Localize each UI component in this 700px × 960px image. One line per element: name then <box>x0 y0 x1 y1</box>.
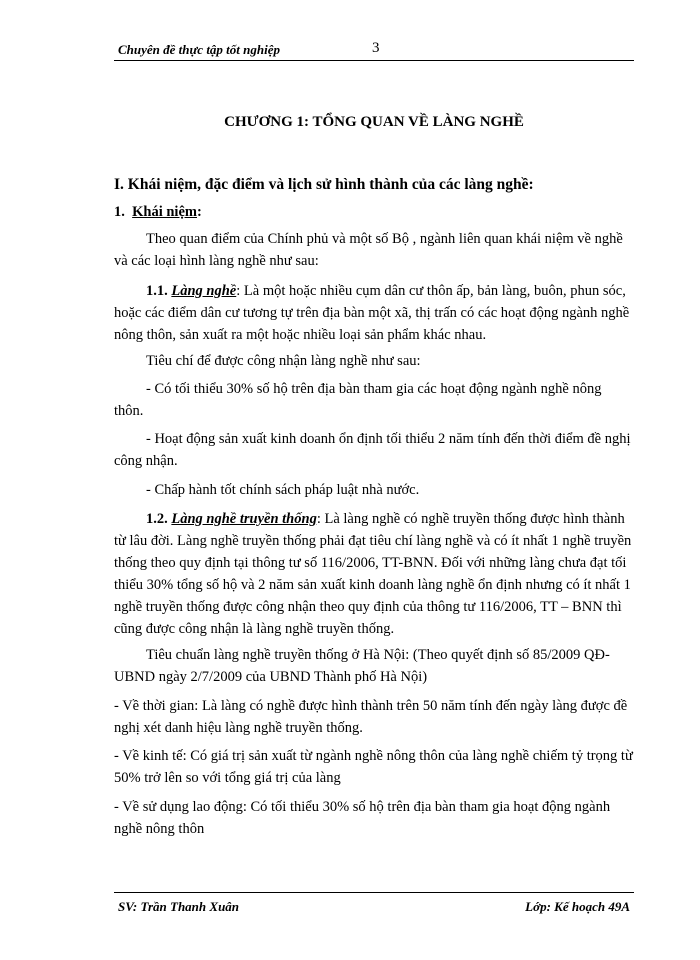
footer-student: SV: Trần Thanh Xuân <box>118 899 240 914</box>
intro-paragraph: Theo quan điểm của Chính phủ và một số Bộ , ngành liên quan khái niệm về nghề và các loại hình làng nghề như sau: <box>114 231 623 269</box>
criteria-item-1: - Có tối thiểu 30% số hộ trên địa bàn tham gia các hoạt động ngành nghề nông thôn. <box>114 381 602 419</box>
definition-lang-nghe <box>114 280 634 346</box>
section-heading: I. Khái niệm, đặc điểm và lịch sử hình thành của các làng nghề: <box>114 176 534 193</box>
lang-nghe-term: Làng nghề <box>171 283 237 299</box>
truyen-thong-text: : Là làng nghề có nghề truyền thống được hình thành từ lâu đời. Làng nghề truyền thống phải đạt tiêu chí làng nghề và có ít nhất 1 nghề truyền thống theo quy định tại thông tư số 116/2006, TT-BNN. Đối với những làng chưa đạt tối thiểu 30% tổng số hộ và 2 năm sản xuất kinh doanh làng nghề ổn định nhưng có ít nhất 1 nghề truyền thống được công nhận theo quy định của thông tư 116/2006, TT – BNN thì cũng được công nhận là làng nghề truyền thống. <box>114 511 632 637</box>
footer-class: Lớp: Kế hoạch 49A <box>525 899 630 914</box>
hanoi-criteria-3: - Về sử dụng lao động: Có tối thiểu 30% số hộ trên địa bàn tham gia hoạt động ngành nghề nông thôn <box>114 799 611 837</box>
truyen-thong-term: Làng nghề truyền thống <box>171 511 317 527</box>
lang-nghe-number: 1.1. <box>146 283 168 299</box>
lang-nghe-text: : Là một hoặc nhiều cụm dân cư thôn ấp, bản làng, buôn, phun sóc, hoặc các điểm dân cư tương tự trên địa bàn một xã, thị trấn có các hoạt động ngành nghề nông thôn, sản xuất ra một hoặc nhiều loại sản phẩm khác nhau. <box>114 283 630 343</box>
definition-truyen-thong <box>114 508 634 640</box>
criteria-item-3: - Chấp hành tốt chính sách pháp luật nhà nước. <box>146 482 420 498</box>
subsection-number: 1. <box>114 204 125 220</box>
hanoi-criteria-2: - Về kinh tế: Có giá trị sản xuất từ ngành nghề nông thôn của làng nghề chiếm tỷ trọng từ 50% trở lên so với tổng giá trị của làng <box>114 748 633 786</box>
page-footer <box>114 892 634 919</box>
criteria-intro: Tiêu chí để được công nhận làng nghề như sau: <box>146 353 421 369</box>
subsection-heading <box>114 204 202 221</box>
hanoi-criteria-1: - Về thời gian: Là làng có nghề được hình thành trên 50 năm tính đến ngày làng được đề nghị xét danh hiệu làng nghề truyền thống. <box>114 698 628 736</box>
chapter-title: CHƯƠNG 1: TỔNG QUAN VỀ LÀNG NGHỀ <box>224 114 524 130</box>
subsection-colon: : <box>196 204 202 220</box>
page-number: 3 <box>372 40 380 56</box>
truyen-thong-number: 1.2. <box>146 511 168 527</box>
criteria-item-2: - Hoạt động sản xuất kinh doanh ổn định tối thiểu 2 năm tính đến thời điểm đề nghị công nhận. <box>114 431 631 469</box>
subsection-title: Khái niệm <box>132 204 197 220</box>
page-header <box>114 40 634 61</box>
header-doc-title: Chuyên đề thực tập tốt nghiệp <box>118 42 280 57</box>
hanoi-criteria-intro: Tiêu chuẩn làng nghề truyền thống ở Hà Nội: (Theo quyết định số 85/2009 QĐ-UBND ngày 2/7/2009 của UBND Thành phố Hà Nội) <box>114 647 610 685</box>
